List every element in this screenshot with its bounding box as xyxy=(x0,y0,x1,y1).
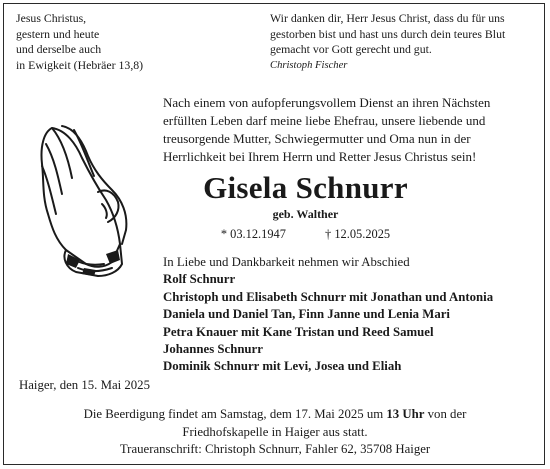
mourners-list xyxy=(163,254,543,376)
funeral-time: 13 Uhr xyxy=(386,407,425,421)
hymn-line: gemacht vor Gott gerecht und gut. xyxy=(270,42,432,56)
intro-line: treusorgende Mutter, Schwiegermutter und Oma nun in der xyxy=(163,131,471,146)
funeral-text: von der xyxy=(424,407,467,421)
intro-line: erfüllten Leben darf meine liebe Ehefrau, unsere liebende und xyxy=(163,113,486,128)
funeral-text: Die Beerdigung findet am Samstag, dem 17. Mai 2025 um xyxy=(83,407,387,421)
place-date: Haiger, den 15. Mai 2025 xyxy=(19,378,150,392)
mourner-entry: Daniela und Daniel Tan, Finn Janne und Lenia Mari xyxy=(163,307,450,322)
life-dates xyxy=(163,227,448,242)
birth-date: * 03.12.1947 xyxy=(220,227,286,241)
verse-line: gestern und heute xyxy=(16,26,100,41)
mourner-entry: Petra Knauer mit Kane Tristan und Reed Samuel xyxy=(163,324,434,339)
verse-line: in Ewigkeit (Hebräer 13,8) xyxy=(16,57,144,72)
hymn-author: Christoph Fischer xyxy=(270,59,348,71)
mourning-address: Traueranschrift: Christoph Schnurr, Fahler 62, 35708 Haiger xyxy=(119,442,431,457)
intro-line: Nach einem von aufopferungsvollem Dienst an ihren Nächsten xyxy=(163,95,491,110)
mourner-entry: Christoph und Elisabeth Schnurr mit Jonathan und Antonia xyxy=(163,289,494,304)
deceased-name: Gisela Schnurr xyxy=(203,170,408,205)
mourner-entry: Dominik Schnurr mit Levi, Josea und Eliah xyxy=(163,359,402,374)
maiden-name: geb. Walther xyxy=(272,207,339,221)
death-date: † 12.05.2025 xyxy=(325,227,391,241)
praying-hands-icon xyxy=(22,118,150,278)
intro-text xyxy=(163,94,535,166)
farewell-line: In Liebe und Dankbarkeit nehmen wir Abschied xyxy=(163,255,410,269)
bible-verse xyxy=(16,11,143,73)
hymn-line: gestorben bist und hast uns durch dein teures Blut xyxy=(270,26,506,41)
mourner-entry: Johannes Schnurr xyxy=(163,342,263,357)
hymn-line: Wir danken dir, Herr Jesus Christ, dass du für uns xyxy=(270,11,505,25)
funeral-info xyxy=(20,406,530,459)
mourner-entry: Rolf Schnurr xyxy=(163,272,236,287)
funeral-line xyxy=(20,406,530,424)
hymn-verse xyxy=(270,11,532,73)
verse-line: Jesus Christus, xyxy=(16,11,87,25)
funeral-location: Friedhofskapelle in Haiger aus statt. xyxy=(182,424,368,439)
verse-line: und derselbe auch xyxy=(16,42,102,56)
intro-line: Herrlichkeit bei Ihrem Herrn und Retter Jesus Christus sein! xyxy=(163,149,477,164)
